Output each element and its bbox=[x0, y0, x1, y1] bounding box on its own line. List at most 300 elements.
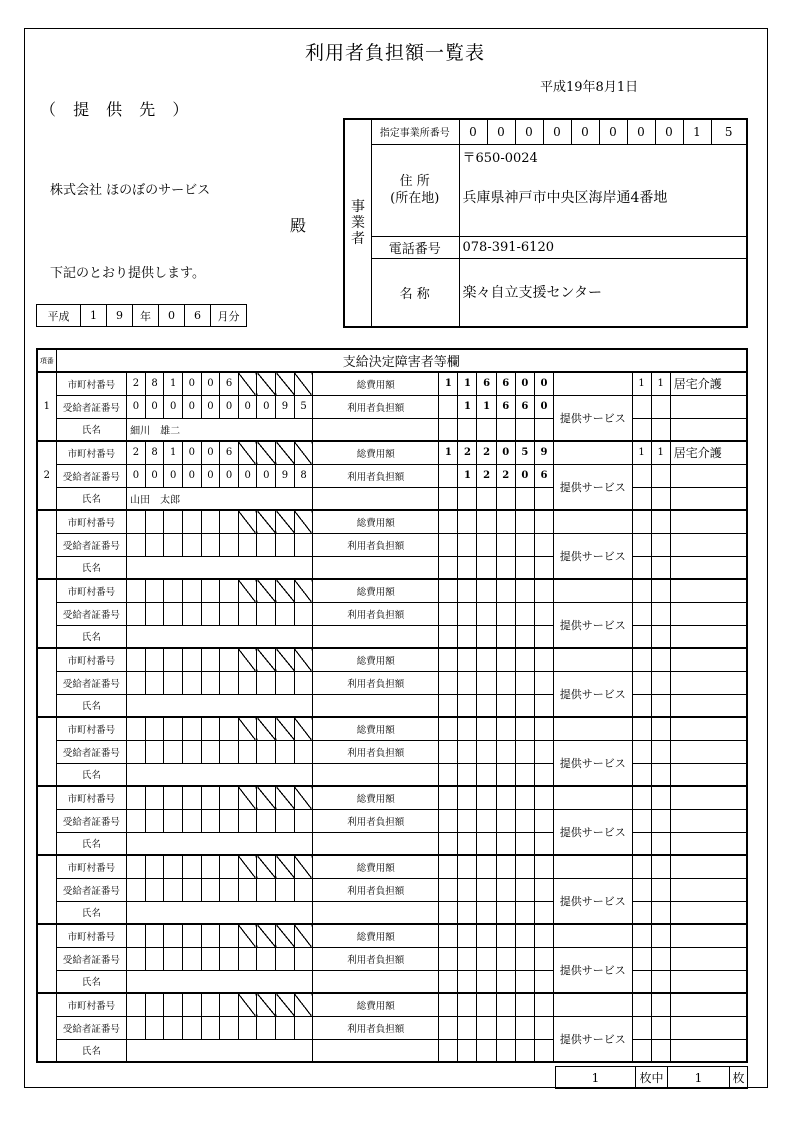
service-blank bbox=[553, 579, 632, 602]
service-code-cell bbox=[651, 533, 670, 556]
service-name-cell bbox=[670, 418, 747, 441]
unused-digit-slash bbox=[276, 441, 295, 464]
total-cost-digit: 1 bbox=[439, 441, 458, 464]
city-number-digit bbox=[220, 786, 239, 809]
service-blank bbox=[553, 510, 632, 533]
service-code-cell bbox=[651, 464, 670, 487]
business-id-label: 指定事業所番号 bbox=[371, 120, 459, 144]
city-number-digit bbox=[201, 717, 220, 740]
total-cost-digit bbox=[458, 855, 477, 878]
total-cost-digit bbox=[496, 510, 515, 533]
business-id-digit: 0 bbox=[459, 120, 487, 144]
total-cost-digit: 0 bbox=[534, 372, 553, 395]
blank-digit-cell bbox=[439, 901, 458, 924]
unused-digit-slash bbox=[257, 510, 276, 533]
city-number-digit bbox=[127, 510, 146, 533]
certificate-number-digit bbox=[127, 809, 146, 832]
row-number bbox=[37, 855, 56, 924]
name-label: 氏名 bbox=[56, 556, 126, 579]
user-burden-label: 利用者負担額 bbox=[313, 533, 439, 556]
certificate-number-digit bbox=[201, 809, 220, 832]
certificate-number-digit bbox=[257, 878, 276, 901]
blank-digit-cell bbox=[477, 832, 496, 855]
recipient-company: 株式会社 ほのぼのサービス bbox=[50, 183, 211, 198]
service-name-cell bbox=[670, 763, 747, 786]
service-name-cell bbox=[670, 625, 747, 648]
blank-cell bbox=[313, 418, 439, 441]
recipient-name bbox=[127, 901, 313, 924]
unused-digit-slash bbox=[257, 648, 276, 671]
total-cost-label: 総費用額 bbox=[313, 855, 439, 878]
blank-cell bbox=[313, 763, 439, 786]
period-unit: 月分 bbox=[211, 305, 247, 327]
certificate-number-digit bbox=[220, 878, 239, 901]
row-number bbox=[37, 510, 56, 579]
total-cost-digit bbox=[458, 993, 477, 1016]
certificate-number-digit bbox=[257, 809, 276, 832]
total-cost-digit bbox=[496, 579, 515, 602]
business-id-digit: 1 bbox=[683, 120, 711, 144]
blank-digit-cell bbox=[496, 418, 515, 441]
city-number-digit bbox=[182, 993, 201, 1016]
service-code-digit: 1 bbox=[651, 441, 670, 464]
city-number-digit bbox=[164, 855, 183, 878]
blank-digit-cell bbox=[534, 901, 553, 924]
blank-digit-cell bbox=[534, 694, 553, 717]
total-cost-digit: 0 bbox=[496, 441, 515, 464]
unused-digit-slash bbox=[257, 855, 276, 878]
city-number-digit: 6 bbox=[220, 372, 239, 395]
total-cost-digit bbox=[477, 855, 496, 878]
unused-digit-slash bbox=[238, 510, 257, 533]
service-code-cell bbox=[632, 809, 651, 832]
total-cost-digit bbox=[458, 648, 477, 671]
service-code-cell bbox=[651, 763, 670, 786]
certificate-number-digit bbox=[127, 947, 146, 970]
service-code-cell bbox=[651, 878, 670, 901]
city-number-label: 市町村番号 bbox=[56, 855, 126, 878]
certificate-number-label: 受給者証番号 bbox=[56, 671, 126, 694]
blank-digit-cell bbox=[515, 418, 534, 441]
blank-digit-cell bbox=[496, 556, 515, 579]
service-blank bbox=[553, 441, 632, 464]
recipient-name bbox=[127, 832, 313, 855]
city-number-label: 市町村番号 bbox=[56, 924, 126, 947]
total-cost-digit bbox=[496, 924, 515, 947]
total-cost-digit: 0 bbox=[515, 372, 534, 395]
certificate-number-digit: 0 bbox=[127, 395, 146, 418]
user-burden-digit bbox=[534, 878, 553, 901]
business-id-digit: 0 bbox=[543, 120, 571, 144]
unused-digit-slash bbox=[257, 441, 276, 464]
total-cost-digit bbox=[458, 717, 477, 740]
blank-digit-cell bbox=[439, 970, 458, 993]
service-code-cell bbox=[632, 625, 651, 648]
blank-digit-cell bbox=[477, 556, 496, 579]
certificate-number-digit bbox=[238, 533, 257, 556]
service-name-cell bbox=[670, 832, 747, 855]
service-code-cell bbox=[632, 970, 651, 993]
service-label: 提供サービス bbox=[553, 878, 632, 924]
service-blank bbox=[553, 993, 632, 1016]
row-number bbox=[37, 717, 56, 786]
city-number-digit bbox=[201, 648, 220, 671]
total-cost-digit: 5 bbox=[515, 441, 534, 464]
city-number-digit bbox=[145, 510, 164, 533]
blank-cell bbox=[313, 1039, 439, 1062]
user-burden-digit: 6 bbox=[496, 395, 515, 418]
unused-digit-slash bbox=[276, 579, 295, 602]
city-number-digit: 6 bbox=[220, 441, 239, 464]
total-cost-digit bbox=[534, 993, 553, 1016]
page-total-label: 枚 bbox=[730, 1067, 748, 1089]
certificate-number-digit bbox=[145, 671, 164, 694]
service-name: 居宅介護 bbox=[670, 441, 747, 464]
user-burden-label: 利用者負担額 bbox=[313, 878, 439, 901]
total-cost-digit bbox=[496, 717, 515, 740]
service-code-digit bbox=[651, 717, 670, 740]
blank-digit-cell bbox=[515, 901, 534, 924]
service-code-digit bbox=[632, 648, 651, 671]
city-number-digit bbox=[145, 648, 164, 671]
blank-digit-cell bbox=[534, 763, 553, 786]
total-cost-digit bbox=[515, 510, 534, 533]
certificate-number-digit bbox=[220, 947, 239, 970]
city-number-digit bbox=[145, 786, 164, 809]
certificate-number-digit bbox=[145, 947, 164, 970]
recipient-name bbox=[127, 970, 313, 993]
service-code-cell bbox=[651, 947, 670, 970]
certificate-number-digit bbox=[145, 878, 164, 901]
total-cost-digit bbox=[439, 993, 458, 1016]
blank-digit-cell bbox=[458, 487, 477, 510]
total-cost-digit: 2 bbox=[458, 441, 477, 464]
certificate-number-digit: 5 bbox=[294, 395, 313, 418]
user-burden-label: 利用者負担額 bbox=[313, 395, 439, 418]
city-number-digit bbox=[182, 924, 201, 947]
blank-digit-cell bbox=[477, 970, 496, 993]
service-code-cell bbox=[651, 625, 670, 648]
blank-cell bbox=[313, 625, 439, 648]
service-code-digit: 1 bbox=[651, 372, 670, 395]
certificate-number-digit bbox=[182, 740, 201, 763]
city-number-digit bbox=[220, 855, 239, 878]
certificate-number-digit: 0 bbox=[238, 464, 257, 487]
user-burden-label: 利用者負担額 bbox=[313, 947, 439, 970]
service-code-cell bbox=[632, 671, 651, 694]
user-burden-digit bbox=[458, 809, 477, 832]
business-info-box bbox=[343, 118, 748, 328]
user-burden-label: 利用者負担額 bbox=[313, 809, 439, 832]
business-id-digit: 0 bbox=[571, 120, 599, 144]
unused-digit-slash bbox=[257, 924, 276, 947]
city-number-digit bbox=[145, 717, 164, 740]
certificate-number-digit bbox=[182, 602, 201, 625]
certificate-number-digit bbox=[201, 533, 220, 556]
service-code-digit bbox=[632, 717, 651, 740]
total-cost-digit bbox=[439, 786, 458, 809]
unused-digit-slash bbox=[294, 855, 313, 878]
unused-digit-slash bbox=[238, 786, 257, 809]
service-code-cell bbox=[632, 878, 651, 901]
service-name-cell bbox=[670, 1016, 747, 1039]
name-label: 氏名 bbox=[56, 625, 126, 648]
user-burden-label: 利用者負担額 bbox=[313, 740, 439, 763]
certificate-number-digit bbox=[238, 602, 257, 625]
service-code-cell bbox=[651, 1016, 670, 1039]
certificate-number-digit: 0 bbox=[127, 464, 146, 487]
unused-digit-slash bbox=[257, 786, 276, 809]
service-code-digit bbox=[632, 855, 651, 878]
certificate-number-digit bbox=[220, 533, 239, 556]
certificate-number-digit bbox=[276, 1016, 295, 1039]
service-name-cell bbox=[670, 533, 747, 556]
user-burden-digit bbox=[439, 947, 458, 970]
certificate-number-digit bbox=[257, 671, 276, 694]
total-cost-digit bbox=[515, 717, 534, 740]
certificate-number-digit bbox=[182, 809, 201, 832]
name-label: 氏名 bbox=[56, 763, 126, 786]
total-cost-digit: 2 bbox=[477, 441, 496, 464]
certificate-number-digit bbox=[201, 671, 220, 694]
blank-digit-cell bbox=[515, 487, 534, 510]
total-cost-digit bbox=[515, 924, 534, 947]
city-number-digit bbox=[127, 786, 146, 809]
user-burden-digit bbox=[477, 878, 496, 901]
blank-digit-cell bbox=[515, 832, 534, 855]
user-burden-digit bbox=[439, 464, 458, 487]
total-cost-digit bbox=[496, 648, 515, 671]
unused-digit-slash bbox=[238, 579, 257, 602]
user-burden-digit bbox=[439, 671, 458, 694]
blank-digit-cell bbox=[534, 556, 553, 579]
total-cost-label: 総費用額 bbox=[313, 993, 439, 1016]
certificate-number-digit bbox=[127, 1016, 146, 1039]
certificate-number-digit bbox=[164, 602, 183, 625]
row-number bbox=[37, 648, 56, 717]
user-burden-label: 利用者負担額 bbox=[313, 602, 439, 625]
total-cost-digit bbox=[534, 924, 553, 947]
user-burden-digit bbox=[515, 878, 534, 901]
blank-digit-cell bbox=[458, 625, 477, 648]
business-id-digit: 0 bbox=[487, 120, 515, 144]
total-cost-digit bbox=[458, 786, 477, 809]
service-code-digit bbox=[651, 924, 670, 947]
blank-digit-cell bbox=[534, 970, 553, 993]
user-burden-digit bbox=[534, 947, 553, 970]
unused-digit-slash bbox=[294, 510, 313, 533]
certificate-number-digit: 9 bbox=[276, 464, 295, 487]
certificate-number-digit: 0 bbox=[257, 395, 276, 418]
unused-digit-slash bbox=[238, 372, 257, 395]
total-cost-digit bbox=[477, 924, 496, 947]
recipient-name: 細川 雄二 bbox=[127, 418, 313, 441]
period-digit: 6 bbox=[185, 305, 211, 327]
certificate-number-digit bbox=[257, 947, 276, 970]
name-label: 氏名 bbox=[56, 418, 126, 441]
service-blank bbox=[553, 786, 632, 809]
total-cost-digit bbox=[496, 855, 515, 878]
service-code-cell bbox=[651, 1039, 670, 1062]
service-name: 居宅介護 bbox=[670, 372, 747, 395]
service-code-cell bbox=[632, 487, 651, 510]
user-burden-digit bbox=[477, 671, 496, 694]
city-number-label: 市町村番号 bbox=[56, 717, 126, 740]
service-name-cell bbox=[670, 1039, 747, 1062]
unused-digit-slash bbox=[294, 579, 313, 602]
certificate-number-digit bbox=[220, 809, 239, 832]
total-cost-digit bbox=[477, 579, 496, 602]
certificate-number-digit bbox=[294, 809, 313, 832]
notice-text: 下記のとおり提供します。 bbox=[50, 266, 205, 281]
service-name bbox=[670, 648, 747, 671]
certificate-number-digit bbox=[294, 533, 313, 556]
business-name-value: 楽々自立支援センター bbox=[459, 258, 746, 326]
total-cost-digit bbox=[534, 579, 553, 602]
service-code-digit bbox=[651, 510, 670, 533]
blank-digit-cell bbox=[439, 625, 458, 648]
blank-digit-cell bbox=[515, 970, 534, 993]
city-number-digit bbox=[145, 993, 164, 1016]
service-code-cell bbox=[632, 464, 651, 487]
certificate-number-digit bbox=[201, 740, 220, 763]
service-code-digit: 1 bbox=[632, 441, 651, 464]
service-code-cell bbox=[651, 487, 670, 510]
user-burden-digit bbox=[439, 395, 458, 418]
section-title: 支給決定障害者等欄 bbox=[56, 349, 747, 372]
city-number-digit bbox=[145, 924, 164, 947]
service-code-cell bbox=[651, 418, 670, 441]
certificate-number-digit: 0 bbox=[145, 464, 164, 487]
service-code-cell bbox=[632, 832, 651, 855]
total-cost-digit bbox=[439, 510, 458, 533]
certificate-number-digit bbox=[257, 533, 276, 556]
user-burden-digit bbox=[496, 533, 515, 556]
certificate-number-digit: 0 bbox=[220, 395, 239, 418]
service-code-digit bbox=[632, 924, 651, 947]
service-label: 提供サービス bbox=[553, 809, 632, 855]
city-number-digit bbox=[220, 924, 239, 947]
certificate-number-digit bbox=[164, 533, 183, 556]
issue-date: 平成19年8月1日 bbox=[540, 80, 639, 95]
total-cost-digit bbox=[439, 648, 458, 671]
certificate-number-digit bbox=[294, 947, 313, 970]
city-number-digit bbox=[164, 786, 183, 809]
total-cost-digit bbox=[515, 579, 534, 602]
total-cost-digit bbox=[477, 993, 496, 1016]
total-cost-label: 総費用額 bbox=[313, 717, 439, 740]
blank-digit-cell bbox=[458, 763, 477, 786]
city-number-digit: 2 bbox=[127, 372, 146, 395]
city-number-digit bbox=[182, 855, 201, 878]
user-burden-digit bbox=[477, 947, 496, 970]
total-cost-digit bbox=[458, 579, 477, 602]
certificate-number-digit: 0 bbox=[257, 464, 276, 487]
service-code-digit bbox=[632, 993, 651, 1016]
total-cost-digit: 6 bbox=[496, 372, 515, 395]
unused-digit-slash bbox=[238, 924, 257, 947]
certificate-number-digit bbox=[182, 1016, 201, 1039]
address-label bbox=[371, 144, 459, 236]
blank-digit-cell bbox=[477, 763, 496, 786]
business-id-digit: 0 bbox=[655, 120, 683, 144]
service-blank bbox=[553, 648, 632, 671]
city-number-digit bbox=[201, 579, 220, 602]
service-name bbox=[670, 717, 747, 740]
certificate-number-digit bbox=[257, 602, 276, 625]
blank-digit-cell bbox=[458, 556, 477, 579]
total-cost-digit bbox=[496, 993, 515, 1016]
name-label: 氏名 bbox=[56, 1039, 126, 1062]
postal-code: 〒650-0024 bbox=[462, 150, 538, 166]
city-number-digit bbox=[127, 993, 146, 1016]
city-number-digit bbox=[127, 579, 146, 602]
user-burden-digit: 6 bbox=[534, 464, 553, 487]
total-cost-digit bbox=[534, 786, 553, 809]
user-burden-digit bbox=[515, 1016, 534, 1039]
blank-digit-cell bbox=[439, 763, 458, 786]
certificate-number-digit: 0 bbox=[182, 464, 201, 487]
service-name-cell bbox=[670, 395, 747, 418]
city-number-digit bbox=[164, 717, 183, 740]
city-number-label: 市町村番号 bbox=[56, 372, 126, 395]
service-name bbox=[670, 993, 747, 1016]
blank-cell bbox=[313, 832, 439, 855]
service-code-cell bbox=[651, 809, 670, 832]
certificate-number-digit bbox=[294, 602, 313, 625]
user-burden-digit bbox=[458, 602, 477, 625]
header-char: 事 bbox=[351, 199, 365, 215]
certificate-number-digit bbox=[276, 533, 295, 556]
certificate-number-digit: 0 bbox=[145, 395, 164, 418]
certificate-number-label: 受給者証番号 bbox=[56, 602, 126, 625]
user-burden-digit bbox=[515, 671, 534, 694]
service-code-cell bbox=[632, 602, 651, 625]
city-number-digit: 0 bbox=[201, 441, 220, 464]
unused-digit-slash bbox=[276, 717, 295, 740]
user-burden-digit bbox=[439, 740, 458, 763]
total-cost-label: 総費用額 bbox=[313, 372, 439, 395]
certificate-number-digit bbox=[145, 809, 164, 832]
city-number-digit bbox=[127, 924, 146, 947]
certificate-number-digit bbox=[238, 740, 257, 763]
service-name bbox=[670, 510, 747, 533]
service-name-cell bbox=[670, 694, 747, 717]
user-burden-digit: 1 bbox=[477, 395, 496, 418]
header-char: 業 bbox=[351, 215, 365, 231]
certificate-number-digit bbox=[145, 602, 164, 625]
row-number bbox=[37, 579, 56, 648]
total-cost-digit bbox=[534, 510, 553, 533]
service-code-digit bbox=[632, 510, 651, 533]
row-number: 2 bbox=[37, 441, 56, 510]
city-number-label: 市町村番号 bbox=[56, 648, 126, 671]
unused-digit-slash bbox=[238, 855, 257, 878]
city-number-digit bbox=[145, 855, 164, 878]
service-code-cell bbox=[651, 694, 670, 717]
blank-digit-cell bbox=[458, 832, 477, 855]
business-header bbox=[345, 120, 372, 326]
unused-digit-slash bbox=[294, 993, 313, 1016]
certificate-number-digit: 9 bbox=[276, 395, 295, 418]
city-number-label: 市町村番号 bbox=[56, 441, 126, 464]
blank-digit-cell bbox=[458, 1039, 477, 1062]
blank-digit-cell bbox=[515, 625, 534, 648]
service-code-cell bbox=[651, 901, 670, 924]
user-burden-digit bbox=[496, 809, 515, 832]
blank-digit-cell bbox=[458, 694, 477, 717]
certificate-number-digit bbox=[257, 1016, 276, 1039]
